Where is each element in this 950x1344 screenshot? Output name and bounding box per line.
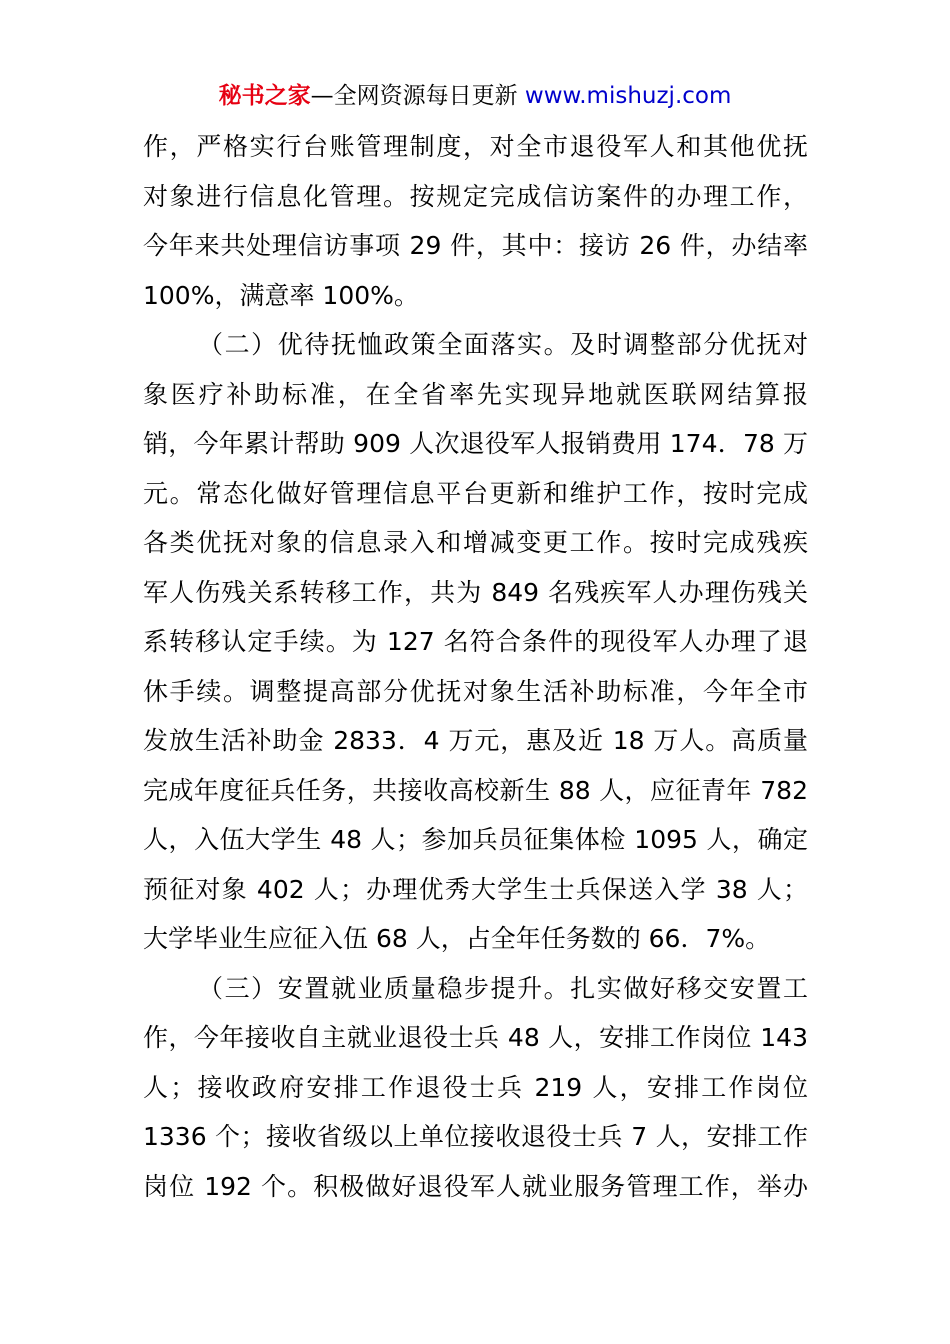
section-heading-line: （三）安置就业质量稳步提升。扎实做好移交安置工 [198, 973, 808, 1003]
text-line: 预征对象 402 人；办理优秀大学生士兵保送入学 38 人； [143, 874, 808, 904]
section-heading-line: （二）优待抚恤政策全面落实。及时调整部分优抚对 [198, 330, 808, 359]
text-line: 今年来共处理信访事项 29 件，其中：接访 26 件，办结率 [143, 231, 808, 260]
text-line: 系转移认定手续。为 127 名符合条件的现役军人办理了退 [143, 627, 808, 656]
brand-name: 秘书之家 [218, 83, 311, 109]
text-line: 人，入伍大学生 48 人；参加兵员征集体检 1095 人，确定 [143, 825, 808, 854]
text-line: 各类优抚对象的信息录入和增减变更工作。按时完成残疾 [143, 528, 808, 557]
text-line: 军人伤残关系转移工作，共为 849 名残疾军人办理伤残关 [143, 577, 808, 607]
document-body [143, 122, 808, 1211]
text-line: 作，今年接收自主就业退役士兵 48 人，安排工作岗位 143 [143, 1023, 808, 1052]
text-line: 1336 个；接收省级以上单位接收退役士兵 7 人，安排工作 [143, 1122, 808, 1151]
text-line: 大学毕业生应征入伍 68 人，占全年任务数的 66．7%。 [143, 924, 771, 953]
page-header [0, 80, 950, 112]
text-line: 完成年度征兵任务，共接收高校新生 88 人，应征青年 782 [143, 775, 808, 805]
site-url-link[interactable]: www.mishuzj.com [524, 83, 732, 109]
text-line: 发放生活补助金 2833．4 万元，惠及近 18 万人。高质量 [143, 726, 808, 755]
text-line: 象医疗补助标准，在全省率先实现异地就医联网结算报 [143, 379, 808, 409]
text-line: 销，今年累计帮助 909 人次退役军人报销费用 174．78 万 [143, 429, 808, 458]
text-line: 元。常态化做好管理信息平台更新和维护工作，按时完成 [143, 478, 808, 508]
header-tagline: —全网资源每日更新 [310, 83, 525, 109]
text-line: 作，严格实行台账管理制度，对全市退役军人和其他优抚 [143, 132, 808, 161]
text-line: 人；接收政府安排工作退役士兵 219 人，安排工作岗位 [143, 1072, 808, 1102]
text-line: 对象进行信息化管理。按规定完成信访案件的办理工作， [143, 181, 808, 211]
text-line: 休手续。调整提高部分优抚对象生活补助标准，今年全市 [143, 676, 808, 706]
text-line: 岗位 192 个。积极做好退役军人就业服务管理工作，举办 [143, 1171, 808, 1201]
text-line: 100%，满意率 100%。 [143, 280, 419, 310]
